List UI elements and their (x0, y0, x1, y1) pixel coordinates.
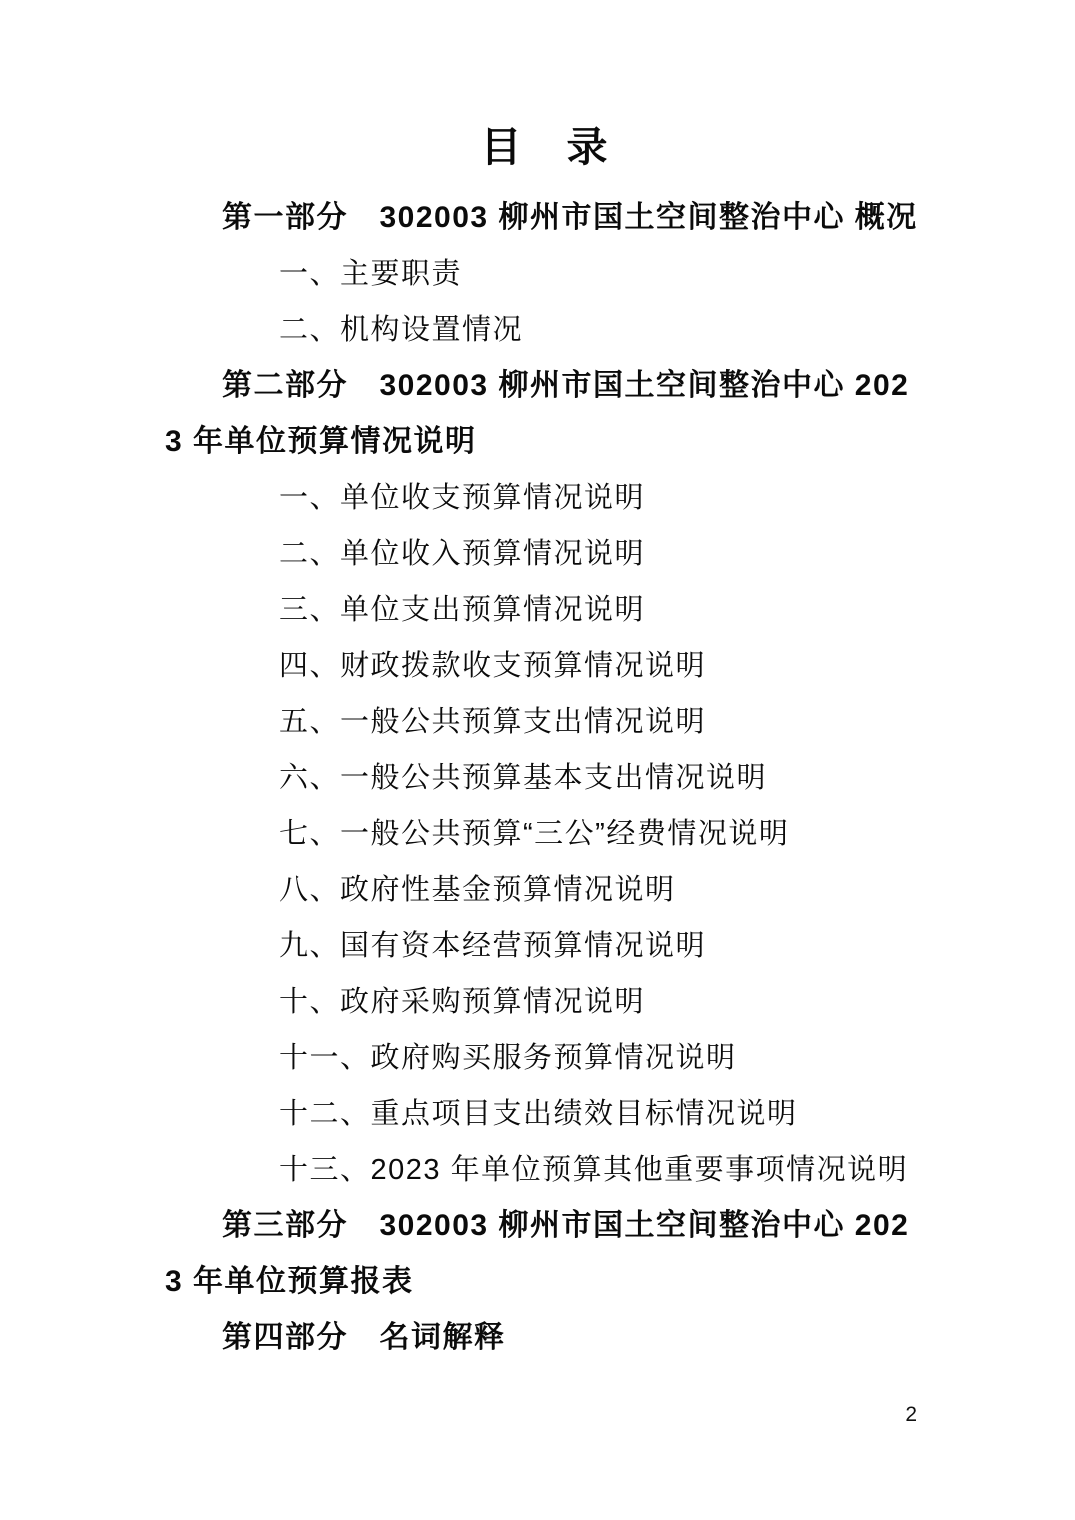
page-title: 目 录 (480, 124, 610, 170)
toc-entry: 八、政府性基金预算情况说明 (279, 874, 676, 906)
table-of-contents (165, 190, 925, 1366)
toc-entry: 一、主要职责 (279, 258, 463, 290)
toc-entry: 十一、政府购买服务预算情况说明 (279, 1042, 737, 1074)
toc-entry: 十二、重点项目支出绩效目标情况说明 (279, 1098, 798, 1130)
toc-entry: 十三、2023 年单位预算其他重要事项情况说明 (279, 1154, 909, 1186)
toc-entry: 一、单位收支预算情况说明 (279, 482, 646, 514)
toc-entry: 七、一般公共预算“三公”经费情况说明 (279, 818, 790, 850)
toc-entry: 第二部分 302003 柳州市国土空间整治中心 2023 年单位预算情况说明 (165, 369, 910, 458)
toc-entry: 十、政府采购预算情况说明 (279, 986, 646, 1018)
toc-entry: 九、国有资本经营预算情况说明 (279, 930, 707, 962)
page-number: 2 (905, 1403, 917, 1426)
toc-entry: 第一部分 302003 柳州市国土空间整治中心 概况 (222, 201, 918, 234)
toc-entry: 六、一般公共预算基本支出情况说明 (279, 762, 768, 794)
toc-entry: 第三部分 302003 柳州市国土空间整治中心 2023 年单位预算报表 (165, 1209, 910, 1298)
toc-entry: 五、一般公共预算支出情况说明 (279, 706, 707, 738)
toc-entry: 四、财政拨款收支预算情况说明 (279, 650, 707, 682)
toc-entry: 第四部分 名词解释 (222, 1321, 506, 1354)
toc-entry: 二、机构设置情况 (279, 314, 524, 346)
toc-entry: 三、单位支出预算情况说明 (279, 594, 646, 626)
toc-entry: 二、单位收入预算情况说明 (279, 538, 646, 570)
